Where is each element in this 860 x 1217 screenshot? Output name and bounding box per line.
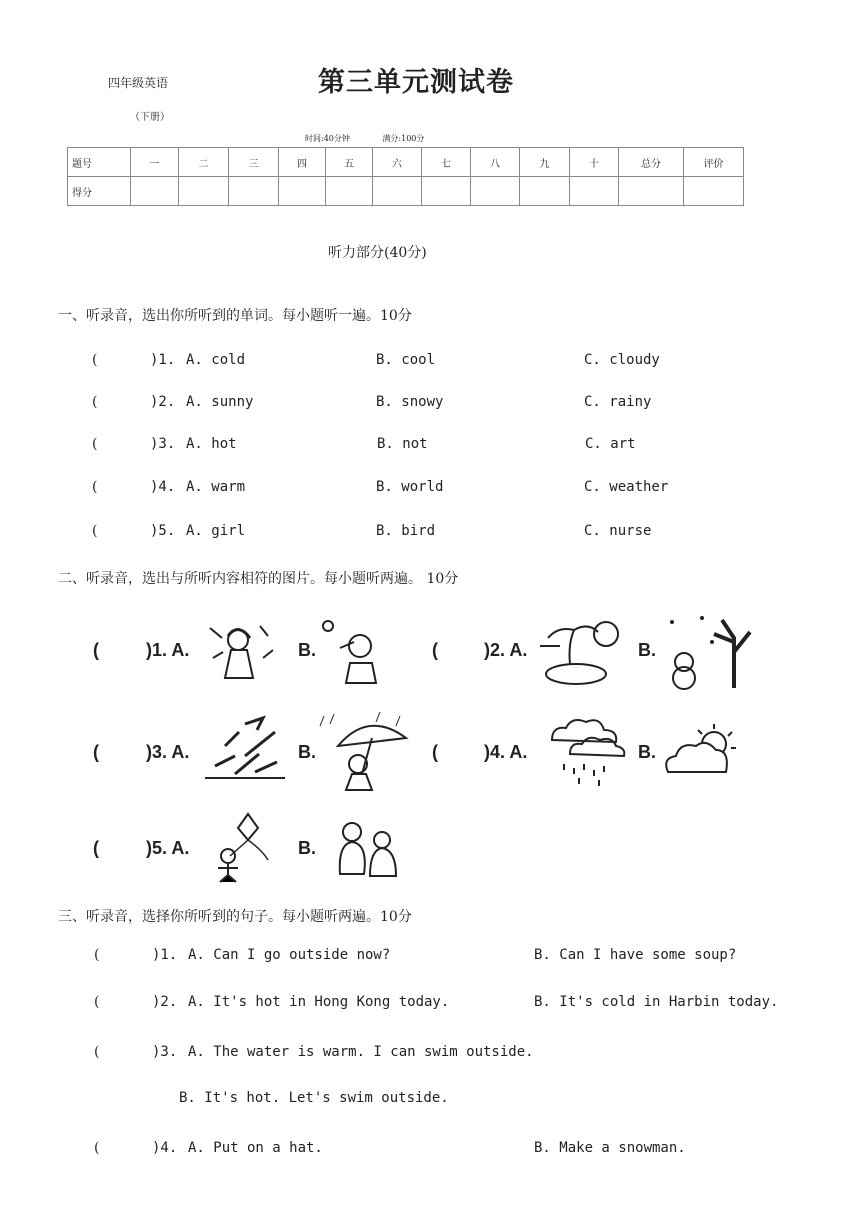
item-number: )1. (152, 947, 178, 963)
answer-bracket[interactable]: ( (92, 436, 98, 452)
item-number: )3. A. (146, 742, 190, 762)
option-a: A. Put on a hat. (188, 1140, 323, 1156)
col-header: 一 (131, 148, 179, 177)
windy-leaves-image[interactable] (205, 716, 285, 780)
option-b: B. world (376, 479, 444, 495)
option-a: A. The water is warm. I can swim outside. (188, 1044, 534, 1060)
col-header: 七 (422, 148, 471, 177)
answer-bracket[interactable]: ( (432, 742, 438, 762)
option-b: B. It's cold in Harbin today. (534, 994, 779, 1010)
option-a: A. sunny (186, 394, 254, 410)
score-cell[interactable] (684, 177, 744, 206)
page-title: 第三单元测试卷 (318, 67, 514, 98)
score-cell[interactable] (326, 177, 373, 206)
answer-bracket[interactable]: ( (93, 640, 99, 660)
option-b: B. It's hot. Let's swim outside. (179, 1090, 449, 1106)
item-number: )4. (152, 1140, 178, 1156)
score-cell[interactable] (471, 177, 520, 206)
row-label-number: 题号 (68, 148, 131, 177)
option-a: A. cold (186, 352, 246, 368)
answer-bracket[interactable]: ( (92, 352, 98, 368)
col-header: 九 (520, 148, 570, 177)
answer-bracket[interactable]: ( (93, 742, 99, 762)
time-label: 时间:40分钟 (305, 134, 350, 143)
volume-label: （下册） (130, 112, 170, 123)
option-a: A. It's hot in Hong Kong today. (188, 994, 450, 1010)
option-b: B. Can I have some soup? (534, 947, 737, 963)
score-cell[interactable] (422, 177, 471, 206)
item-number: )4. A. (484, 742, 528, 762)
part1-title: 一、听录音，选出你所听到的单词。每小题听一遍。10分 (58, 308, 412, 324)
option-b: B. cool (376, 352, 436, 368)
rain-cloud-image[interactable] (544, 716, 624, 790)
sun-cloud-image[interactable] (662, 722, 742, 778)
part2-title: 二、听录音，选出与所听内容相符的图片。每小题听两遍。 10分 (58, 571, 459, 587)
full-score-label: 满分:100分 (382, 134, 425, 143)
col-header: 八 (471, 148, 520, 177)
item-number: )4. (150, 479, 176, 495)
item-number: )1. (150, 352, 176, 368)
option-c: C. weather (584, 479, 669, 495)
item-number: )3. (152, 1044, 178, 1060)
option-b: B. bird (376, 523, 436, 539)
item-number: )2. (152, 994, 178, 1010)
col-header: 总分 (619, 148, 684, 177)
answer-bracket[interactable]: ( (94, 1140, 100, 1156)
option-c: C. cloudy (584, 352, 660, 368)
row-label-score: 得分 (68, 177, 131, 206)
option-b-label: B. (638, 742, 656, 762)
col-header: 四 (279, 148, 326, 177)
score-cell[interactable] (373, 177, 422, 206)
score-table (67, 147, 744, 206)
listening-section-title: 听力部分(40分) (328, 245, 427, 261)
option-c: C. nurse (584, 523, 652, 539)
option-b-label: B. (298, 838, 316, 858)
rainy-umbrella-girl-image[interactable] (320, 712, 410, 792)
answer-bracket[interactable]: ( (92, 523, 98, 539)
item-number: )2. (150, 394, 176, 410)
score-cell[interactable] (179, 177, 229, 206)
answer-bracket[interactable]: ( (94, 994, 100, 1010)
item-number: )5. (150, 523, 176, 539)
item-number: )2. A. (484, 640, 528, 660)
exam-meta (305, 133, 454, 144)
option-b-label: B. (298, 640, 316, 660)
score-table-score-row (68, 177, 744, 206)
option-b: B. not (377, 436, 428, 452)
snowman-tree-image[interactable] (662, 612, 762, 690)
col-header: 三 (229, 148, 279, 177)
score-cell[interactable] (570, 177, 619, 206)
score-cell[interactable] (131, 177, 179, 206)
option-c: C. rainy (584, 394, 652, 410)
windy-girl-image[interactable] (205, 618, 275, 683)
col-header: 二 (179, 148, 229, 177)
answer-bracket[interactable]: ( (94, 1044, 100, 1060)
kite-boy-image[interactable] (208, 812, 274, 884)
grade-label: 四年级英语 (108, 76, 169, 90)
answer-bracket[interactable]: ( (92, 479, 98, 495)
answer-bracket[interactable]: ( (432, 640, 438, 660)
answer-bracket[interactable]: ( (92, 394, 98, 410)
option-a: A. Can I go outside now? (188, 947, 391, 963)
hot-boy-image[interactable] (320, 618, 382, 688)
option-c: C. art (585, 436, 636, 452)
score-cell[interactable] (619, 177, 684, 206)
option-a: A. girl (186, 523, 246, 539)
score-cell[interactable] (279, 177, 326, 206)
col-header: 评价 (684, 148, 744, 177)
option-b: B. snowy (376, 394, 444, 410)
answer-bracket[interactable]: ( (93, 838, 99, 858)
part3-title: 三、听录音，选择你所听到的句子。每小题听两遍。10分 (58, 909, 412, 925)
snowball-kids-image[interactable] (322, 816, 400, 878)
option-b-label: B. (298, 742, 316, 762)
col-header: 十 (570, 148, 619, 177)
item-number: )1. A. (146, 640, 190, 660)
answer-bracket[interactable]: ( (94, 947, 100, 963)
item-number: )3. (150, 436, 176, 452)
option-b: B. Make a snowman. (534, 1140, 686, 1156)
score-cell[interactable] (520, 177, 570, 206)
sunny-island-image[interactable] (540, 616, 625, 686)
option-b-label: B. (638, 640, 656, 660)
col-header: 五 (326, 148, 373, 177)
score-table-header-row (68, 148, 744, 177)
item-number: )5. A. (146, 838, 190, 858)
score-cell[interactable] (229, 177, 279, 206)
col-header: 六 (373, 148, 422, 177)
option-a: A. hot (186, 436, 237, 452)
option-a: A. warm (186, 479, 246, 495)
